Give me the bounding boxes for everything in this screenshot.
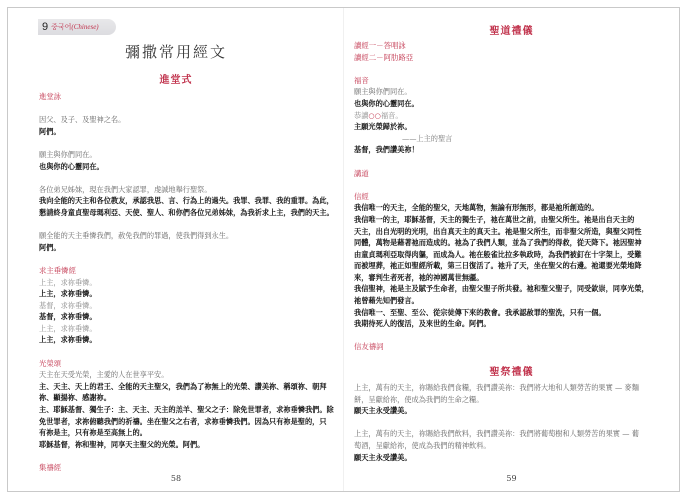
page-title: 彌撒常用經文	[124, 43, 227, 61]
text-line: 免世罪者，求祢俯聽我們的祈禱。坐在聖父之右者，求祢垂憐我們。因為只有祢是聖的，只	[39, 416, 327, 426]
left-text-column	[39, 91, 339, 474]
heading-homily: 講道	[354, 168, 369, 178]
reading-1: 讀經一－答唱詠	[354, 41, 406, 50]
text-line: 願主與你們同在。	[39, 149, 97, 159]
text-line: 願天主永受讚美。	[354, 452, 412, 462]
text-line: 來，審判生者死者，祂的神國萬世無疆。	[354, 272, 484, 282]
text-line: 主、耶穌基督、獨生子：主、天主、天主的羔羊、聖父之子：除免世罪者，求祢垂憐我們。除	[39, 405, 334, 415]
text-line: 上主，求祢垂憐。	[39, 335, 97, 345]
text-line: 上主，萬有的天主，祢賜給我們食糧，我們讚美祢：我們將大地和人類勞苦的果實 — 麥麵	[354, 383, 639, 392]
reading-2: 讀經二－阿肋路亞	[354, 52, 414, 62]
heading-gospel: 福音	[354, 75, 369, 85]
chapter-tab	[38, 19, 116, 35]
page-number-left: 58	[170, 474, 182, 483]
text-line: 各位弟兄姊妹，現在我們大家認罪，虔誠地舉行聖祭。	[39, 184, 212, 194]
section-title-entrance: 進堂式	[159, 75, 193, 86]
section-title-liturgy-word: 聖道禮儀	[489, 26, 534, 37]
text-line: 阿們。	[39, 126, 61, 136]
text-line: 而被埋葬，祂正如聖經所載，第三日復活了。祂升了天，坐在聖父的右邊。祂還要光榮地降	[354, 261, 642, 271]
text-line: 祂曾藉先知們發言。	[354, 296, 419, 306]
text-line: 願主與你們同在。	[354, 87, 412, 97]
text-line: 上主，萬有的天主，祢賜給我們飲料，我們讚美祢：我們將葡萄樹和人類勞苦的果實 — 葡	[354, 429, 639, 439]
heading-gloria: 光榮頌	[39, 358, 62, 368]
left-page	[8, 8, 344, 491]
text-line: 基督，求祢垂憐。	[39, 300, 97, 310]
text-line: 因父、及子、及聖神之名。	[39, 115, 126, 125]
text-line: 恭讀○○福音。	[354, 110, 403, 120]
text-line: 我信聖神，祂是主及賦予生命者，由聖父聖子所共發。祂和聖父聖子，同受欽崇，同享光榮，	[354, 284, 649, 294]
text-line: 上主，求祢垂憐。	[39, 277, 97, 287]
text-line: 天主在天受光榮，主愛的人在世享平安。	[39, 370, 169, 380]
text-line: 阿們。	[39, 242, 61, 252]
book-spread	[7, 7, 680, 492]
text-line: 上主，求祢垂憐。	[39, 323, 97, 333]
text-line: 也與你的心靈同在。	[354, 98, 419, 108]
section-title-eucharist: 聖祭禮儀	[489, 367, 534, 378]
right-text-column	[354, 40, 669, 353]
text-line: 天主，出自光明的光明，出自真天主的真天主。祂是聖父所生，而非聖父所造，與聖父同性	[354, 226, 642, 236]
text-line: 耶穌基督，祢和聖神，同享天主聖父的光榮。阿們。	[39, 439, 205, 449]
text-line: 由童貞瑪利亞取得肉軀，而成為人。祂在般雀比拉多執政時，為我們被釘在十字架上，受難	[354, 249, 642, 259]
heading-collect: 集禱經	[39, 463, 62, 472]
text-line: 我向全能的天主和各位教友，承認我思、言、行為上的過失。我罪、我罪、我的重罪。為此，	[39, 196, 334, 206]
text-line: 餅，呈獻給祢，使成為我們的生命之糧。	[354, 394, 484, 404]
text-line: 也與你的心靈同在。	[39, 161, 104, 171]
chapter-language-label: 중국어(Chinese)	[51, 23, 99, 31]
text-line: 萄酒，呈獻給祢，使成為我們的精神飲料。	[354, 440, 491, 450]
text-line: 我期待死人的復活，及來世的生命。阿們。	[354, 319, 491, 329]
eucharist-text-column	[354, 382, 669, 463]
text-line: 願全能的天主垂憐我們，赦免我們的罪過，使我們得到永生。	[39, 231, 234, 241]
text-line: 基督，我們讚美祢！	[354, 145, 419, 155]
text-line: 基督，求祢垂憐。	[39, 312, 97, 322]
heading-creed: 信經	[354, 191, 369, 201]
text-line: 同體，萬物是藉著祂而造成的。祂為了我們人類，並為了我們的得救，從天降下。祂因聖神	[354, 238, 642, 248]
gospel-placeholder: ○○	[368, 110, 381, 120]
text-line: 主、天主、天上的君王、全能的天主聖父，我們為了祢無上的光榮、讚美祢、稱頌祢、朝拜	[39, 381, 327, 391]
text-line: 有祢是主，只有祢是至高無上的。	[39, 428, 147, 438]
right-page	[344, 8, 679, 491]
page-number-right: 59	[506, 474, 517, 483]
heading-entrance-antiphon: 進堂詠	[39, 92, 62, 101]
text-line: 我信唯一、至聖、至公、從宗徒傳下來的教會。我承認赦罪的聖洗，只有一個。	[354, 307, 606, 317]
heading-kyrie: 求主垂憐經	[39, 265, 76, 275]
text-line: 主願光榮歸於祢。	[354, 122, 412, 132]
text-line: 我信唯一的天主，全能的聖父，天地萬物，無論有形無形，都是祂所創造的。	[354, 203, 599, 213]
text-line: 願天主永受讚美。	[354, 406, 412, 416]
text-line: ——上主的聖言	[402, 133, 453, 143]
chapter-number: 9	[42, 21, 49, 33]
heading-prayers-faithful: 信友禱詞	[354, 342, 384, 352]
text-line: 懇請終身童貞聖母瑪利亞、天使、聖人、和你們各位兄弟姊妹，為我祈求上主，我們的天主。	[39, 207, 334, 217]
text-line: 我信唯一的主，耶穌基督，天主的獨生子，祂在萬世之前，由聖父所生。祂是出自天主的	[354, 214, 635, 224]
text-line: 祢、顯揚祢、感謝祢。	[39, 393, 111, 403]
text-line: 上主，求祢垂憐。	[39, 289, 97, 299]
